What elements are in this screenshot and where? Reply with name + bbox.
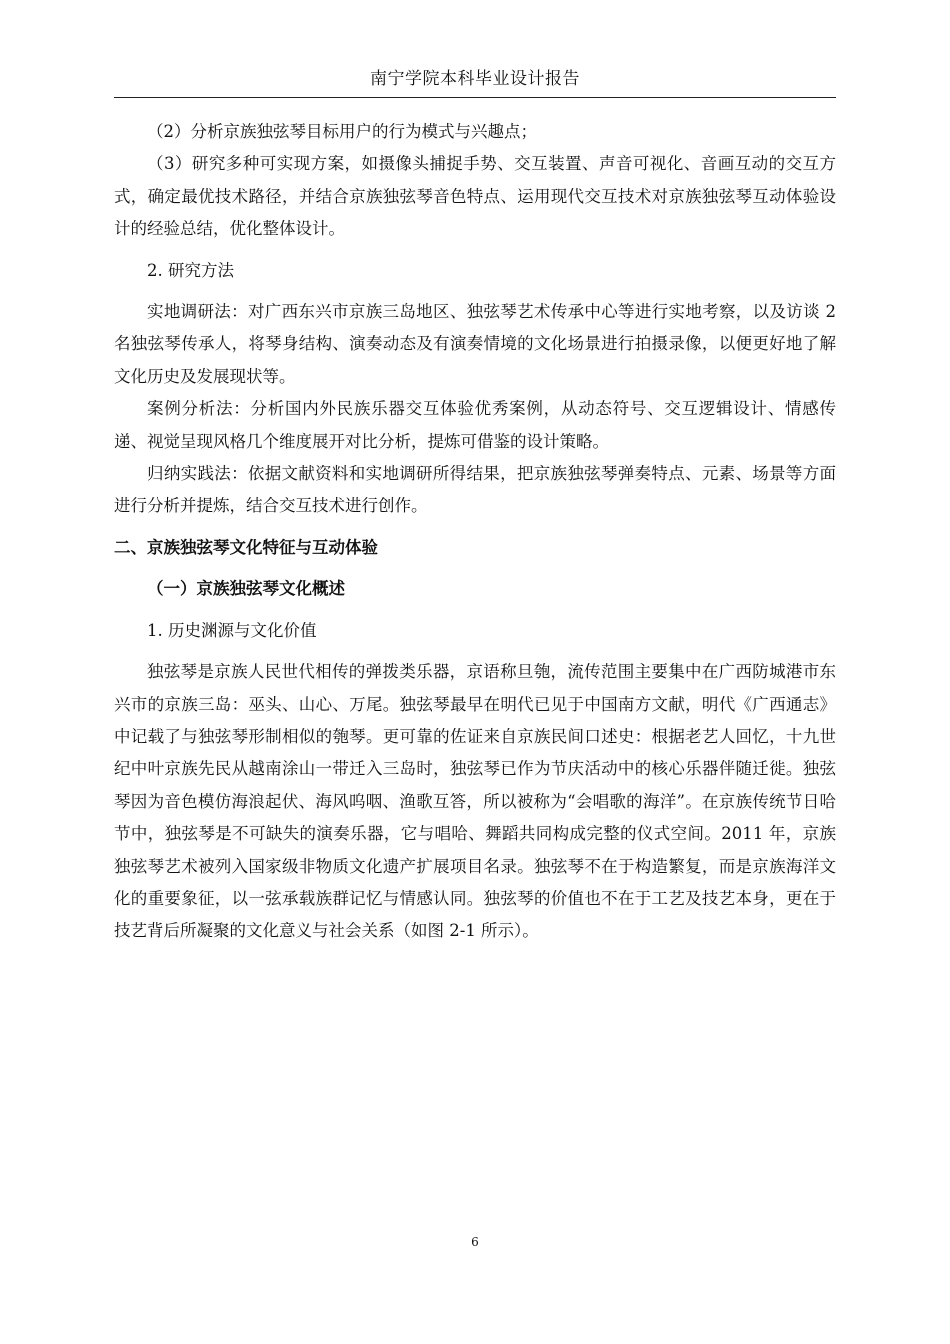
subsection-heading: （一）京族独弦琴文化概述	[147, 579, 345, 599]
page-number: 6	[471, 1235, 479, 1249]
research-goal-3: （3）研究多种可实现方案，如摄像头捕捉手势、交互装置、声音可视化、音画互动的交互方式，确定最优技术路径，并结合京族独弦琴音色特点、运用现代交互技术对京族独弦琴互动体验设计的经验总结，优化整体设计。	[114, 154, 836, 239]
header-rule	[114, 97, 836, 98]
section-heading: 二、京族独弦琴文化特征与互动体验	[114, 537, 378, 557]
research-goal-2: （2）分析京族独弦琴目标用户的行为模式与兴趣点；	[147, 122, 537, 141]
history-heading: 1. 历史渊源与文化价值	[147, 620, 317, 640]
method-field-research: 实地调研法：对广西东兴市京族三岛地区、独弦琴艺术传承中心等进行实地考察，以及访谈 2 名独弦琴传承人，将琴身结构、演奏动态及有演奏情境的文化场景进行拍摄录像，以便更好地了解文化历史及发展现状等。	[114, 302, 836, 386]
research-methods-heading: 2. 研究方法	[147, 260, 234, 280]
running-header-title: 南宁学院本科毕业设计报告	[370, 69, 580, 89]
history-paragraph: 独弦琴是京族人民世代相传的弹拨类乐器，京语称旦匏，流传范围主要集中在广西防城港市东兴市的京族三岛：巫头、山心、万尾。独弦琴最早在明代已见于中国南方文献，明代《广西通志》中记载了与独弦琴形制相似的匏琴。更可靠的佐证来自京族民间口述史：根据老艺人回忆，十九世纪中叶京族先民从越南涂山一带迁入三岛时，独弦琴已作为节庆活动中的核心乐器伴随迁徙。独弦琴因为音色模仿海浪起伏、海风呜咽、渔歌互答，所以被称为“会唱歌的海洋”。在京族传统节日哈节中，独弦琴是不可缺失的演奏乐器，它与唱哈、舞蹈共同构成完整的仪式空间。2011 年，京族独弦琴艺术被列入国家级非物质文化遗产扩展项目名录。独弦琴不在于构造繁复，而是京族海洋文化的重要象征，以一弦承载族群记忆与情感认同。独弦琴的价值也不在于工艺及技艺本身，更在于技艺背后所凝聚的文化意义与社会关系（如图 2-1 所示）。	[114, 662, 836, 941]
body-content	[114, 116, 836, 948]
method-inductive-practice: 归纳实践法：依据文献资料和实地调研所得结果，把京族独弦琴弹奏特点、元素、场景等方面进行分析并提炼，结合交互技术进行创作。	[114, 464, 836, 516]
method-case-analysis: 案例分析法：分析国内外民族乐器交互体验优秀案例，从动态符号、交互逻辑设计、情感传递、视觉呈现风格几个维度展开对比分析，提炼可借鉴的设计策略。	[114, 399, 836, 451]
